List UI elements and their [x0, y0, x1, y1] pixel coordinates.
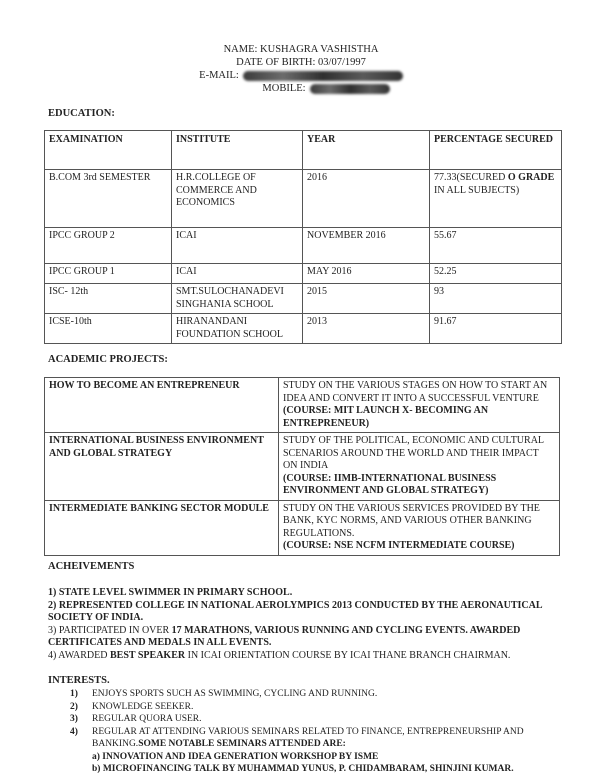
- project-title: HOW TO BECOME AN ENTREPRENEUR: [45, 378, 279, 433]
- project-desc: STUDY ON THE VARIOUS SERVICES PROVIDED BY THE BANK, KYC NORMS, AND VARIOUS OTHER BANKING REGULATIONS.: [283, 502, 540, 539]
- email-line: [0, 69, 602, 82]
- projects-heading: ACADEMIC PROJECTS:: [48, 354, 168, 365]
- cell-percentage: 52.25: [430, 264, 562, 284]
- achievements-list: [48, 587, 560, 662]
- table-header-row: [45, 131, 562, 170]
- col-year: YEAR: [303, 131, 430, 170]
- item-number: 1): [70, 689, 78, 699]
- table-row: [45, 228, 562, 264]
- achievement-highlight: BEST SPEAKER: [109, 649, 186, 661]
- cell-exam: ISC- 12th: [45, 284, 172, 314]
- cell-institute: HIRANANDANI FOUNDATION SCHOOL: [172, 314, 303, 344]
- table-row: [45, 284, 562, 314]
- dob-line: DATE OF BIRTH: 03/07/1997: [236, 57, 366, 68]
- achievement-text: 4) AWARDED: [48, 649, 110, 661]
- cell-percentage: 93: [430, 284, 562, 314]
- project-course: (COURSE: IIMB-INTERNATIONAL BUSINESS ENVIRONMENT AND GLOBAL STRATEGY): [283, 472, 497, 496]
- list-item: [70, 713, 560, 726]
- item-text: REGULAR QUORA USER.: [92, 714, 202, 724]
- project-course: (COURSE: NSE NCFM INTERMEDIATE COURSE): [283, 540, 515, 551]
- mobile-label: MOBILE:: [262, 83, 306, 94]
- table-row: [45, 264, 562, 284]
- cell-exam: B.COM 3rd SEMESTER: [45, 170, 172, 228]
- list-item: [70, 701, 560, 714]
- cell-institute: SMT.SULOCHANADEVI SINGHANIA SCHOOL: [172, 284, 303, 314]
- item-number: 4): [70, 726, 78, 737]
- col-percentage: PERCENTAGE SECURED: [430, 131, 562, 170]
- cell-percentage: [430, 170, 562, 228]
- cell-institute: ICAI: [172, 264, 303, 284]
- achievement-item: 2) REPRESENTED COLLEGE IN NATIONAL AEROLYMPICS 2013 CONDUCTED BY THE AERONAUTICAL SOCIETY OF INDIA.: [48, 599, 542, 623]
- education-heading: EDUCATION:: [48, 108, 115, 119]
- interests-list: [70, 688, 560, 776]
- seminar-item: b) MICROFINANCING TALK BY MUHAMMAD YUNUS, P. CHIDAMBARAM, SHINJINI KUMAR.: [92, 764, 514, 774]
- cell-percentage: 55.67: [430, 228, 562, 264]
- cell-year: 2015: [303, 284, 430, 314]
- achievement-text: IN ICAI ORIENTATION COURSE BY ICAI THANE BRANCH CHAIRMAN.: [185, 649, 511, 661]
- pct-suffix: IN ALL SUBJECTS): [434, 184, 520, 196]
- cell-exam: IPCC GROUP 2: [45, 228, 172, 264]
- project-desc: STUDY ON THE VARIOUS STAGES ON HOW TO START AN IDEA AND CONVERT IT INTO A SUCCESSFUL VENTURE: [283, 380, 548, 404]
- email-label: E-MAIL:: [199, 70, 239, 81]
- item-number: 2): [70, 701, 78, 712]
- list-item: [70, 688, 560, 701]
- col-examination: EXAMINATION: [45, 131, 172, 170]
- interests-heading: INTERESTS.: [48, 675, 110, 686]
- redacted-mobile: [310, 84, 390, 94]
- item-number: 3): [70, 714, 78, 724]
- seminar-item: a) INNOVATION AND IDEA GENERATION WORKSHOP BY ISME: [92, 751, 379, 762]
- achievement-highlight: 17 MARATHONS, VARIOUS RUNNING AND CYCLING EVENTS. AWARDED CERTIFICATES AND MEDALS IN ALL EVENTS.: [48, 624, 521, 648]
- cell-year: NOVEMBER 2016: [303, 228, 430, 264]
- table-row: [45, 433, 560, 501]
- cell-institute: ICAI: [172, 228, 303, 264]
- cell-percentage: 91.67: [430, 314, 562, 344]
- project-title: INTERNATIONAL BUSINESS ENVIRONMENT AND GLOBAL STRATEGY: [45, 433, 279, 501]
- table-row: [45, 500, 560, 555]
- education-table: [44, 130, 562, 344]
- mobile-line: [0, 82, 602, 95]
- cell-year: 2013: [303, 314, 430, 344]
- item-text-bold: SOME NOTABLE SEMINARS ATTENDED ARE:: [138, 739, 346, 749]
- cell-year: 2016: [303, 170, 430, 228]
- project-title: INTERMEDIATE BANKING SECTOR MODULE: [45, 500, 279, 555]
- cell-exam: ICSE-10th: [45, 314, 172, 344]
- item-text-main: REGULAR AT ATTENDING VARIOUS SEMINARS RELATED TO FINANCE, ENTREPRENEURSHIP AND BANKING.: [92, 726, 524, 749]
- project-detail: [279, 433, 560, 501]
- col-institute: INSTITUTE: [172, 131, 303, 170]
- item-text: [92, 726, 560, 751]
- pct-grade: O GRADE: [507, 172, 555, 183]
- redacted-email: [243, 71, 403, 81]
- achievement-item: 1) STATE LEVEL SWIMMER IN PRIMARY SCHOOL.: [48, 587, 293, 598]
- table-row: [45, 378, 560, 433]
- achievement-item: [48, 650, 560, 663]
- project-detail: [279, 500, 560, 555]
- achievement-text: 3) PARTICIPATED IN OVER: [48, 624, 172, 636]
- project-detail: [279, 378, 560, 433]
- cell-exam: IPCC GROUP 1: [45, 264, 172, 284]
- achievement-item: [48, 625, 560, 650]
- name-line: NAME: KUSHAGRA VASHISTHA: [223, 44, 379, 55]
- projects-table: [44, 377, 560, 556]
- achievements-heading: ACHEIVEMENTS: [48, 561, 135, 572]
- item-text: KNOWLEDGE SEEKER.: [92, 701, 194, 712]
- pct-text: 77.33(SECURED: [434, 172, 508, 183]
- table-row: [45, 170, 562, 228]
- item-text: ENJOYS SPORTS SUCH AS SWIMMING, CYCLING AND RUNNING.: [92, 689, 378, 699]
- project-desc: STUDY OF THE POLITICAL, ECONOMIC AND CULTURAL SCENARIOS AROUND THE WORLD AND THEIR IMPACT ON INDIA: [283, 435, 544, 471]
- list-item: [70, 726, 560, 751]
- cell-year: MAY 2016: [303, 264, 430, 284]
- table-row: [45, 314, 562, 344]
- cell-institute: H.R.COLLEGE OF COMMERCE AND ECONOMICS: [172, 170, 303, 228]
- project-course: (COURSE: MIT LAUNCH X- BECOMING AN ENTREPRENEUR): [283, 405, 489, 429]
